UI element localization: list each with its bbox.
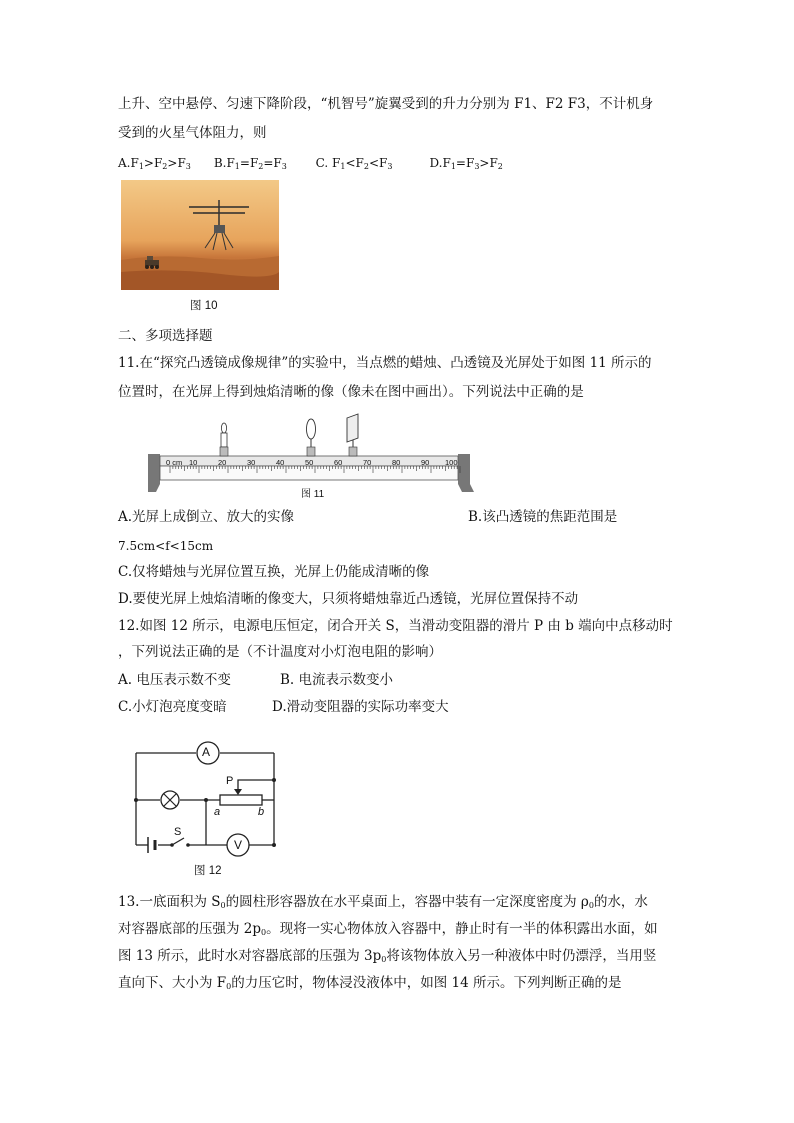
q10-line-1: 上升、空中悬停、匀速下降阶段，“机智号”旋翼受到的升力分别为 F1、F2 F3，不计机身 xyxy=(118,96,654,112)
end-b-label: b xyxy=(258,806,265,818)
ruler-label-50: 50 xyxy=(305,458,314,467)
q13-line-3: 图 13 所示，此时水对容器底部的压强为 $3p_0$将该物体放入另一种液体中时仍漂浮，当用竖 xyxy=(118,948,657,964)
q10-option-d: $D.F_1=F_3>F_2$ xyxy=(429,156,503,171)
convex-lens xyxy=(307,419,316,456)
q12-line-1: 12.如图 12 所示，电源电压恒定，闭合开关 S，当滑动变阻器的滑片 P 由 b 端向中点移动时 xyxy=(118,618,673,634)
mars-helicopter-photo xyxy=(121,180,279,290)
ruler-label-70: 70 xyxy=(363,458,372,467)
q10-options xyxy=(118,154,503,176)
end-a-label: a xyxy=(214,806,221,818)
q11-line-2: 位置时，在光屏上得到烛焰清晰的像（像未在图中画出）。下列说法中正确的是 xyxy=(118,384,584,400)
ruler-labels xyxy=(148,458,478,472)
q11-option-a: A.光屏上成倒立、放大的实像 xyxy=(118,509,295,525)
switch-label: S xyxy=(174,826,182,838)
ruler-label-90: 90 xyxy=(421,458,430,467)
ammeter-label: A xyxy=(202,745,211,759)
q12-option-c: C.小灯泡亮度变暗 xyxy=(118,699,227,715)
light-screen xyxy=(347,414,358,456)
q13-line-1: 13.一底面积为 $S_0$的圆柱形容器放在水平桌面上，容器中装有一定深度密度为 $\rho_0$的水，水 xyxy=(118,894,648,910)
ruler-label-10: 10 xyxy=(189,458,198,467)
q12-option-a: A. 电压表示数不变 xyxy=(118,672,231,688)
q11-line-1: 11.在“探究凸透镜成像规律”的实验中，当点燃的蜡烛、凸透镜及光屏处于如图 11 所示的 xyxy=(118,355,652,371)
fig11-caption: 图 11 xyxy=(301,489,325,500)
q12-option-b: B. 电流表示数变小 xyxy=(280,672,394,688)
voltmeter-label: V xyxy=(234,838,243,852)
slider-label: P xyxy=(226,775,234,787)
q11-option-b-cont: 7.5cm<f<15cm xyxy=(118,539,214,553)
q13-line-4: 直向下、大小为 $F_0$的力压它时，物体浸没液体中，如图 14 所示。下列判断正确的是 xyxy=(118,975,622,991)
ruler-label-80: 80 xyxy=(392,458,401,467)
q12-line-2: ，下列说法正确的是（不计温度对小灯泡电阻的影响） xyxy=(118,644,442,660)
q10-option-c: C. $F_1<F_2<F_3$ xyxy=(315,156,393,171)
ruler-label-0: 0 cm xyxy=(166,458,183,467)
ruler-label-40: 40 xyxy=(276,458,285,467)
q10-option-a: $A.F_1>F_2>F_3$ xyxy=(118,156,191,171)
ruler-label-20: 20 xyxy=(218,458,227,467)
ruler-label-100: 100 xyxy=(445,458,458,467)
q11-option-d: D.要使光屏上烛焰清晰的像变大，只须将蜡烛靠近凸透镜，光屏位置保持不动 xyxy=(118,591,579,607)
ruler-label-60: 60 xyxy=(334,458,343,467)
candle xyxy=(220,423,228,456)
q13-line-2: 对容器底部的压强为 $2p_0$。现将一实心物体放入容器中，静止时有一半的体积露出水面，如 xyxy=(118,921,658,937)
fig10-caption: 图 10 xyxy=(190,300,218,312)
q10-option-b: $B.F_1=F_2=F_3$ xyxy=(213,156,287,171)
q10-line-2: 受到的火星气体阻力，则 xyxy=(118,125,267,141)
q11-option-b: B.该凸透镜的焦距范围是 xyxy=(468,509,618,525)
fig12-caption: 图 12 xyxy=(194,865,222,877)
q11-option-c: C.仅将蜡烛与光屏位置互换，光屏上仍能成清晰的像 xyxy=(118,564,430,580)
q12-option-d: D.滑动变阻器的实际功率变大 xyxy=(272,699,449,715)
ruler-label-30: 30 xyxy=(247,458,256,467)
section-title: 二、多项选择题 xyxy=(118,328,213,344)
